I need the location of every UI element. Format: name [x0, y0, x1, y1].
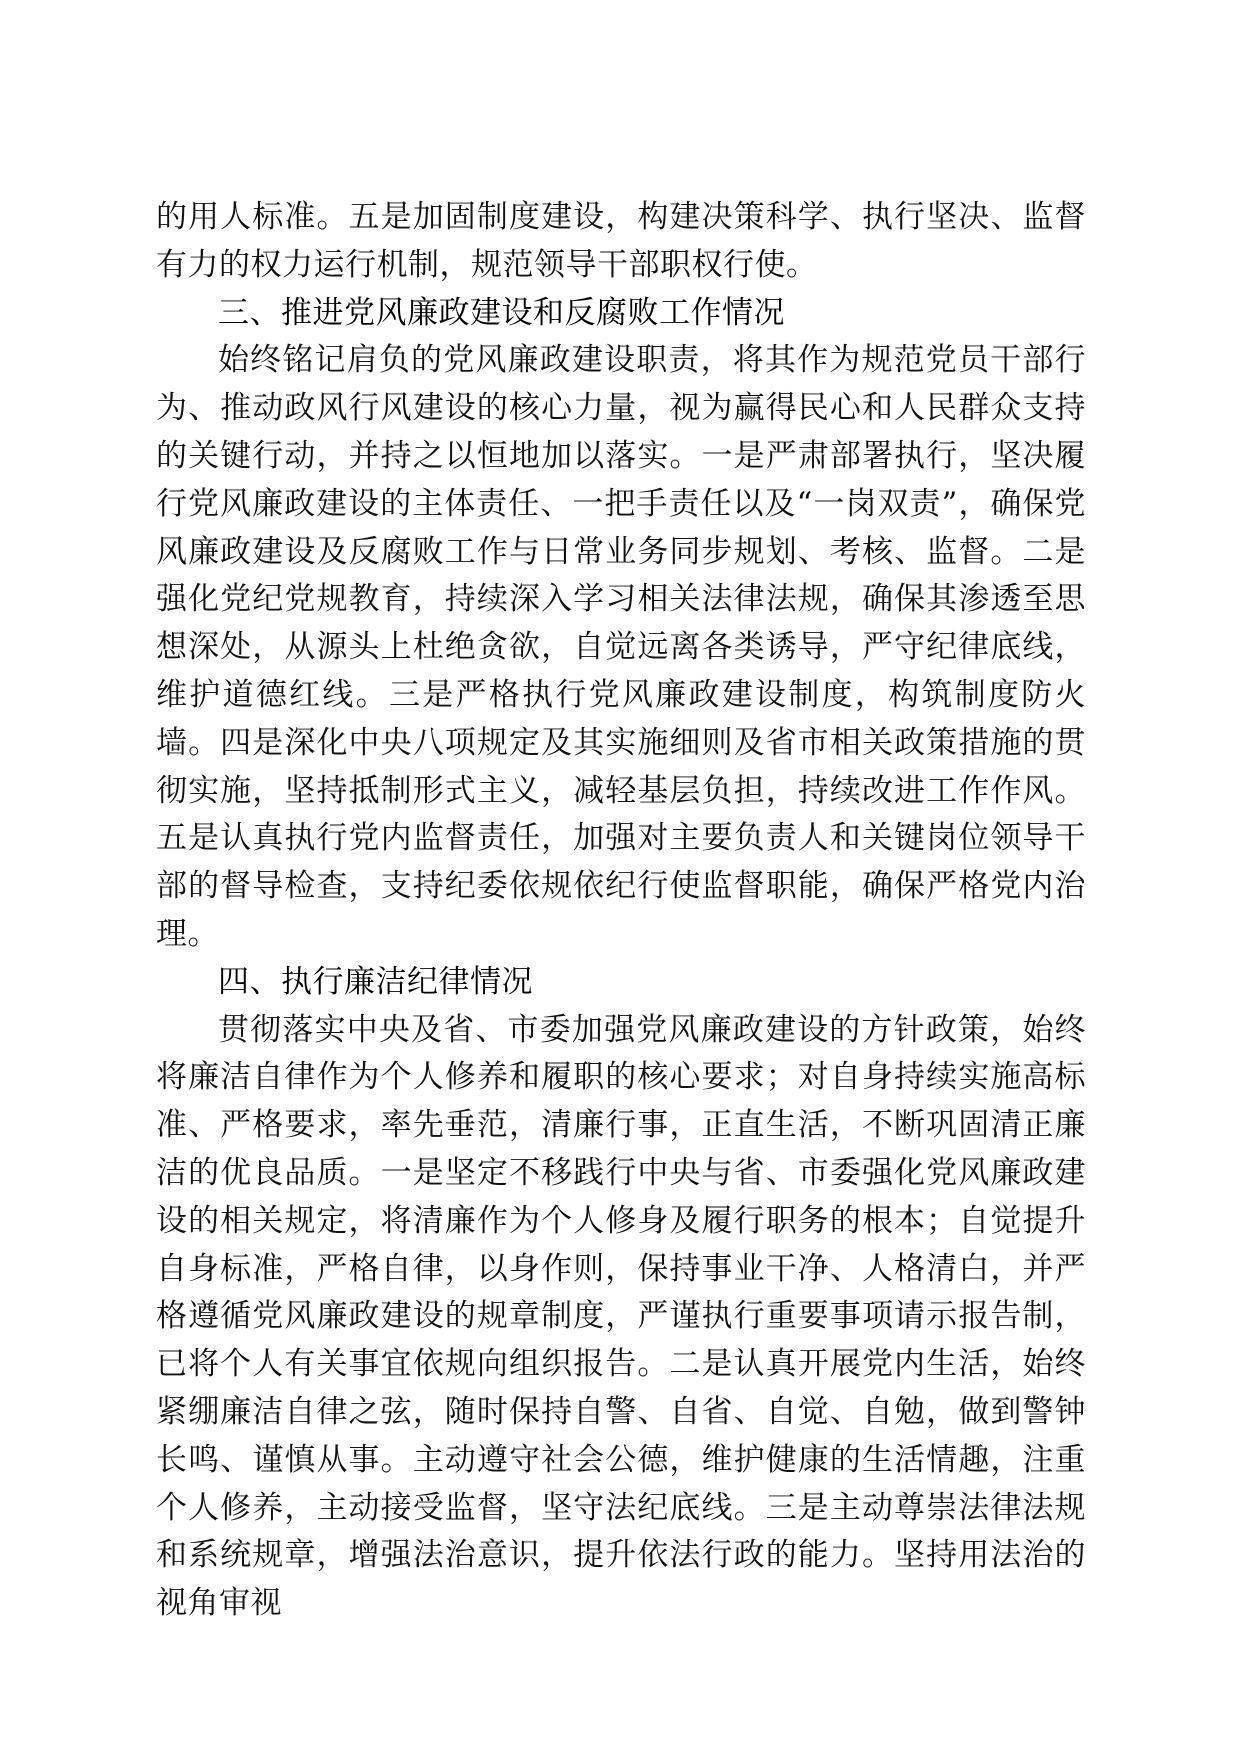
opening-paragraph: 的用人标准。五是加固制度建设，构建决策科学、执行坚决、监督有力的权力运行机制，规范领导干部职权行使。 — [156, 199, 1086, 283]
document-body — [156, 194, 1086, 1628]
section-4-paragraph: 贯彻落实中央及省、市委加强党风廉政建设的方针政策，始终将廉洁自律作为个人修养和履职的核心要求；对自身持续实施高标准、严格要求，率先垂范，清廉行事，正直生活，不断巩固清正廉洁的优良品质。一是坚定不移践行中央与省、市委强化党风廉政建设的相关规定，将清廉作为个人修身及履行职务的根本；自觉提升自身标准，严格自律，以身作则，保持事业干净、人格清白，并严格遵循党风廉政建设的规章制度，严谨执行重要事项请示报告制，已将个人有关事宜依规向组织报告。二是认真开展党内生活，始终紧绷廉洁自律之弦，随时保持自警、自省、自觉、自勉，做到警钟长鸣、谨慎从事。主动遵守社会公德，维护健康的生活情趣，注重个人修养，主动接受监督，坚守法纪底线。三是主动尊崇法律法规和系统规章，增强法治意识，提升依法行政的能力。坚持用法治的视角审视 — [156, 1011, 1086, 1622]
section-4-heading: 四、执行廉洁纪律情况 — [218, 963, 533, 1000]
section-3-heading: 三、推进党风廉政建设和反腐败工作情况 — [218, 294, 785, 331]
section-3-paragraph: 始终铭记肩负的党风廉政建设职责，将其作为规范党员干部行为、推动政风行风建设的核心力量，视为赢得民心和人民群众支持的关键行动，并持之以恒地加以落实。一是严肃部署执行，坚决履行党风廉政建设的主体责任、一把手责任以及“一岗双责”，确保党风廉政建设及反腐败工作与日常业务同步规划、考核、监督。二是强化党纪党规教育，持续深入学习相关法律法规，确保其渗透至思想深处，从源头上杜绝贪欲，自觉远离各类诱导，严守纪律底线，维护道德红线。三是严格执行党风廉政建设制度，构筑制度防火墙。四是深化中央八项规定及其实施细则及省市相关政策措施的贯彻实施，坚持抵制形式主义，减轻基层负担，持续改进工作作风。五是认真执行党内监督责任，加强对主要负责人和关键岗位领导干部的督导检查，支持纪委依规依纪行使监督职能，确保严格党内治理。 — [156, 342, 1086, 952]
